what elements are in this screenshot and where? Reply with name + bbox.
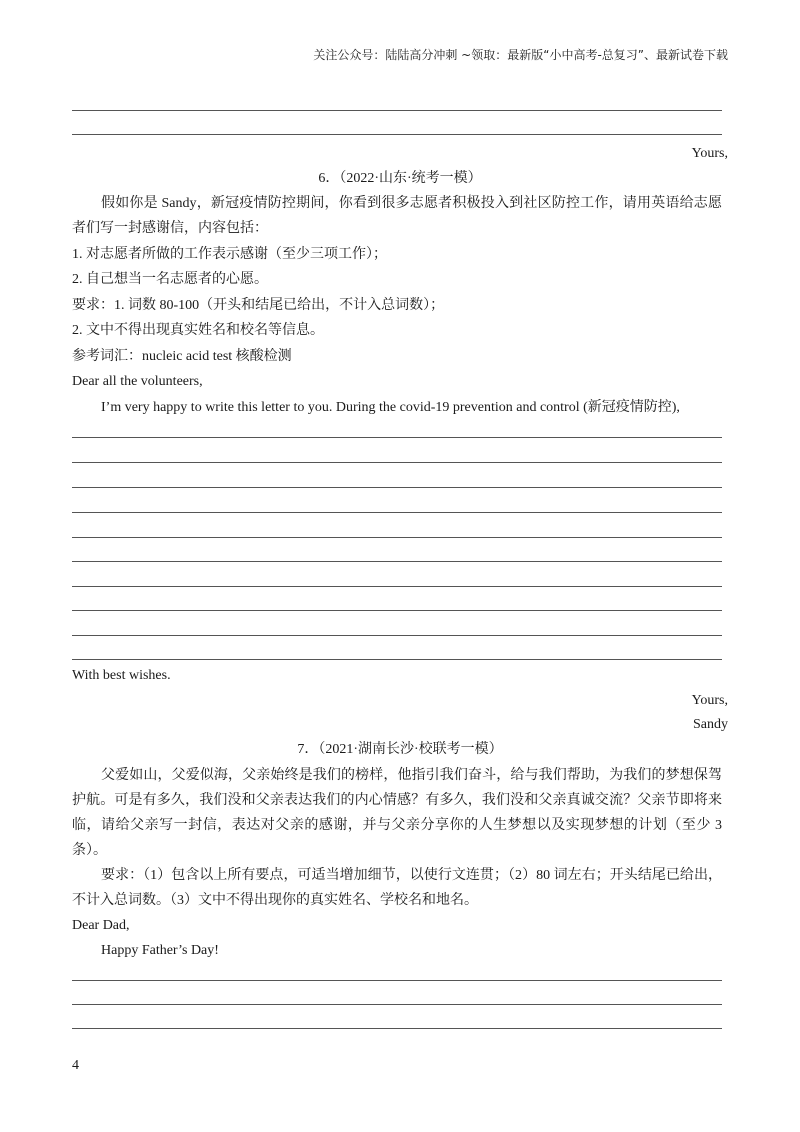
q7-prompt-cont: 临，请给父亲写一封信，表达对父亲的感谢，并与父亲分享你的人生梦想以及实现梦想的计划（至少 3 xyxy=(72,818,722,833)
q7-prompt-end: 条）。 xyxy=(72,843,107,858)
answer-line xyxy=(72,586,722,587)
q7-requirement-1: 要求：（1）包含以上所有要点，可适当增加细节，以使行文连贯；（2）80 词左右；开头结尾已给出， xyxy=(101,868,722,883)
q7-number: 7．（2021·湖南长沙·校联考一模） xyxy=(297,742,503,757)
q7-salutation: Dear Dad, xyxy=(72,918,130,933)
q6-salutation: Dear all the volunteers, xyxy=(72,374,203,389)
q6-prompt: 假如你是 Sandy，新冠疫情防控期间，你看到很多志愿者积极投入到社区防控工作，请用英语给志愿 xyxy=(101,196,722,211)
q7-prompt: 父爱如山，父爱似海，父亲始终是我们的榜样，他指引我们奋斗，给与我们帮助，为我们的梦想保驾 xyxy=(101,768,722,783)
answer-line xyxy=(72,610,722,611)
q7-requirement-2: 不计入总词数。（3）文中不得出现你的真实姓名、学校名和地名。 xyxy=(72,893,478,908)
answer-line xyxy=(72,1028,722,1029)
q7-opening: Happy Father’s Day! xyxy=(101,943,219,958)
q6-signature: Sandy xyxy=(693,717,728,732)
answer-line xyxy=(72,537,722,538)
answer-line xyxy=(72,635,722,636)
q6-vocabulary: 参考词汇：nucleic acid test 核酸检测 xyxy=(72,349,292,364)
answer-line xyxy=(72,1004,722,1005)
answer-line xyxy=(72,134,722,135)
top-closing: Yours, xyxy=(691,146,728,161)
answer-line xyxy=(72,110,722,111)
q6-closing-wish: With best wishes. xyxy=(72,668,171,683)
q6-requirement-1: 要求：1. 词数 80-100（开头和结尾已给出，不计入总词数）； xyxy=(72,298,445,313)
page-number: 4 xyxy=(72,1058,79,1073)
answer-line xyxy=(72,980,722,981)
q6-item-1: 1. 对志愿者所做的工作表示感谢（至少三项工作）； xyxy=(72,247,387,262)
answer-line xyxy=(72,437,722,438)
answer-line xyxy=(72,561,722,562)
q6-prompt-cont: 者们写一封感谢信，内容包括： xyxy=(72,221,268,236)
answer-line xyxy=(72,659,722,660)
answer-line xyxy=(72,512,722,513)
q7-prompt-cont: 护航。可是有多久，我们没和父亲表达我们的内心情感？有多久，我们没和父亲真诚交流？父亲节即将来 xyxy=(72,793,722,808)
page-header: 关注公众号：陆陆高分冲刺 ~领取：最新版“小中高考-总复习”、最新试卷下载 xyxy=(313,48,728,62)
answer-line xyxy=(72,462,722,463)
q6-number: 6．（2022·山东·统考一模） xyxy=(318,171,482,186)
q6-opening: I’m very happy to write this letter to you. During the covid-19 prevention and control (新冠疫情防控), xyxy=(101,400,680,415)
q6-item-2: 2. 自己想当一名志愿者的心愿。 xyxy=(72,272,268,287)
q6-requirement-2: 2. 文中不得出现真实姓名和校名等信息。 xyxy=(72,323,324,338)
answer-line xyxy=(72,487,722,488)
q6-closing-yours: Yours, xyxy=(691,693,728,708)
